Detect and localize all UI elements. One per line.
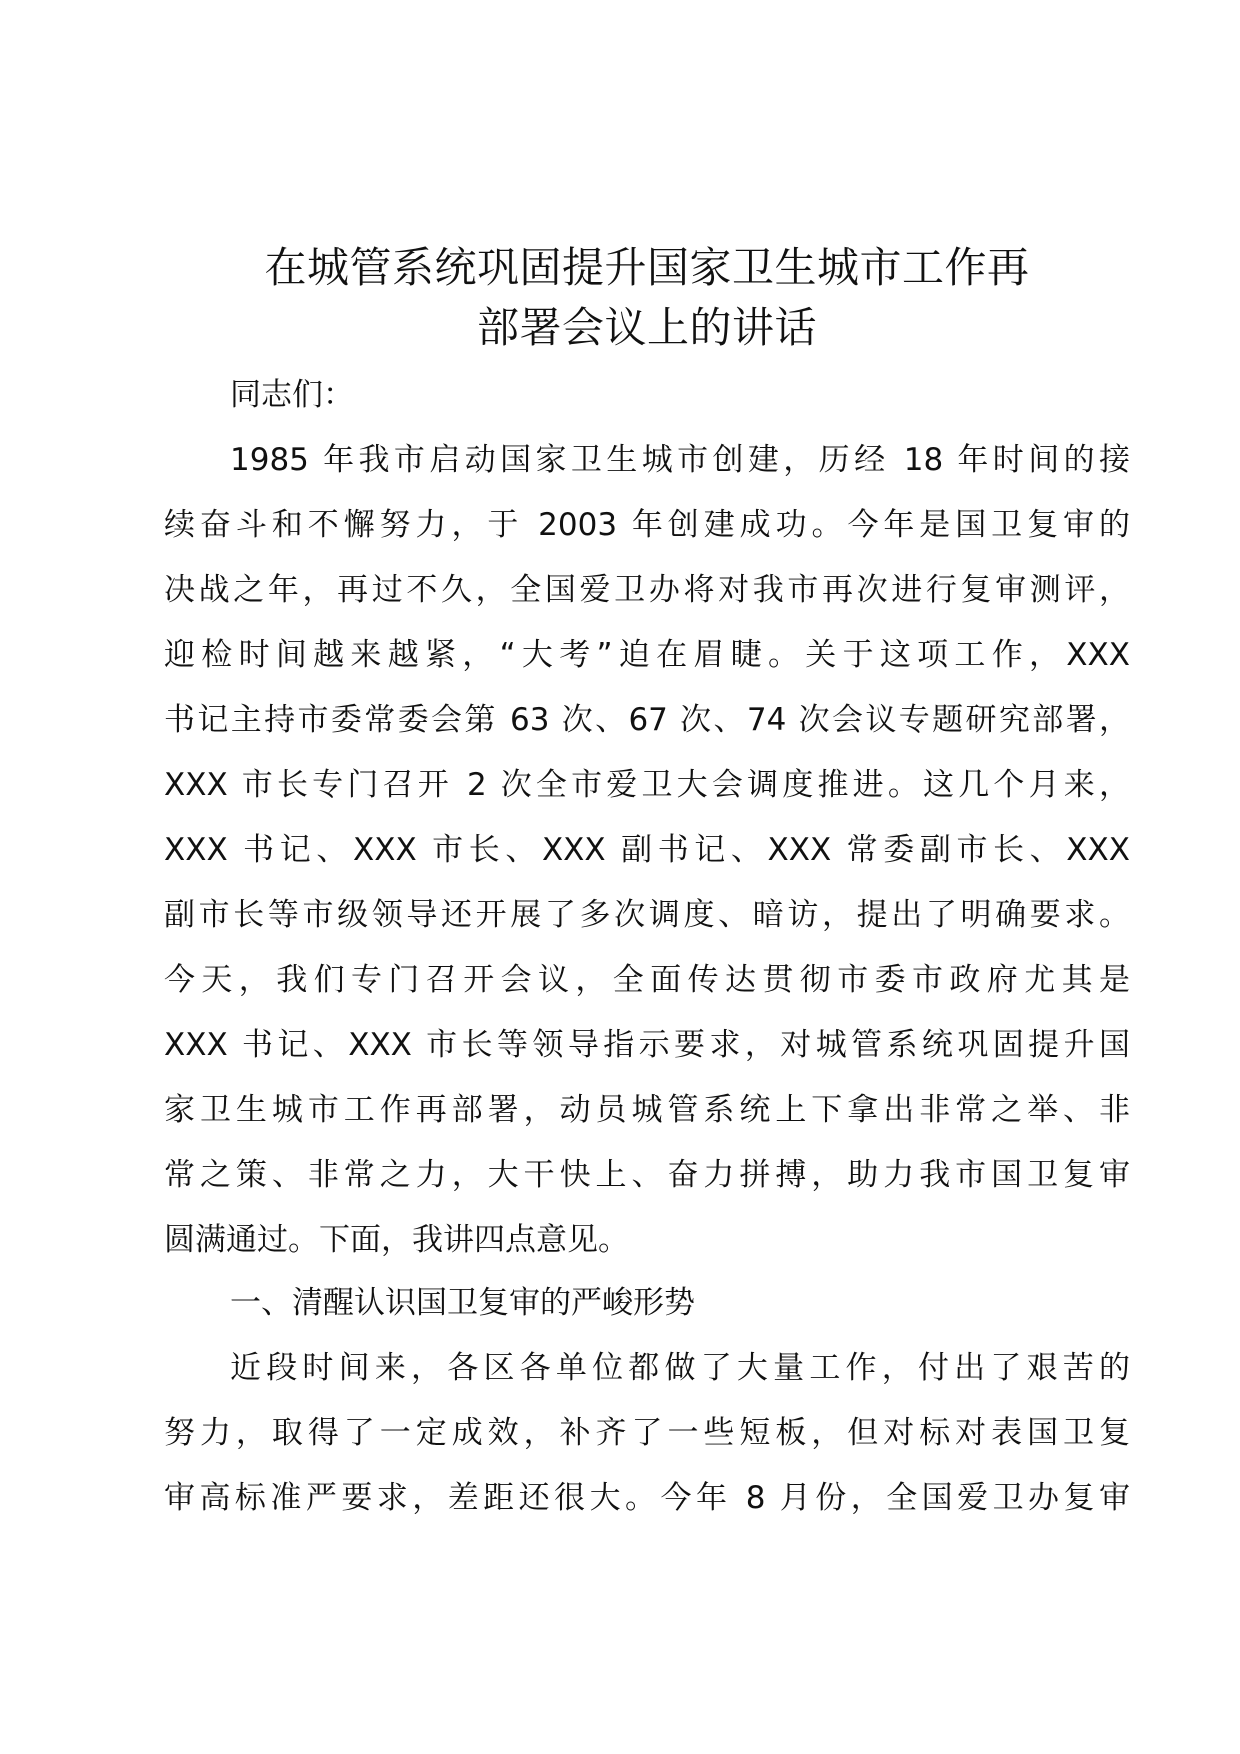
- title-line-1: 在城管系统巩固提升国家卫生城市工作再: [264, 243, 1030, 292]
- paragraph-2-line-2: 努力，取得了一定成效，补齐了一些短板，但对标对表国卫复: [164, 1415, 1130, 1451]
- paragraph-1-line-9: 今天，我们专门召开会议，全面传达贯彻市委市政府尤其是: [164, 962, 1130, 998]
- document-title: [164, 238, 1130, 358]
- paragraph-1-line-4: 迎检时间越来越紧，“大考”迫在眉睫。关于这项工作，XXX: [164, 637, 1130, 673]
- paragraph-2-line-3: 审高标准严要求，差距还很大。今年 8 月份，全国爱卫办复审: [164, 1480, 1130, 1516]
- paragraph-1-line-8: 副市长等市级领导还开展了多次调度、暗访，提出了明确要求。: [164, 897, 1130, 933]
- paragraph-1-line-13: 圆满通过。下面，我讲四点意见。: [164, 1222, 629, 1258]
- paragraph-1-line-12: 常之策、非常之力，大干快上、奋力拼搏，助力我市国卫复审: [164, 1157, 1130, 1193]
- paragraph-1-line-10: XXX 书记、XXX 市长等领导指示要求，对城管系统巩固提升国: [164, 1027, 1130, 1063]
- paragraph-1-line-5: 书记主持市委常委会第 63 次、67 次、74 次会议专题研究部署，: [164, 702, 1130, 738]
- paragraph-1-line-7: XXX 书记、XXX 市长、XXX 副书记、XXX 常委副市长、XXX: [164, 832, 1130, 868]
- paragraph-2-line-1: 近段时间来，各区各单位都做了大量工作，付出了艰苦的: [230, 1350, 1130, 1386]
- paragraph-1-line-3: 决战之年，再过不久，全国爱卫办将对我市再次进行复审测评，: [164, 572, 1130, 608]
- paragraph-1-line-1: 1985 年我市启动国家卫生城市创建，历经 18 年时间的接: [230, 442, 1130, 478]
- paragraph-1-line-11: 家卫生城市工作再部署，动员城管系统上下拿出非常之举、非: [164, 1092, 1130, 1128]
- title-line-2: 部署会议上的讲话: [476, 303, 817, 352]
- salutation: 同志们：: [230, 377, 354, 413]
- section-1-heading: 一、清醒认识国卫复审的严峻形势: [230, 1285, 695, 1321]
- paragraph-1-line-2: 续奋斗和不懈努力，于 2003 年创建成功。今年是国卫复审的: [164, 507, 1130, 543]
- paragraph-1-line-6: XXX 市长专门召开 2 次全市爱卫大会调度推进。这几个月来，: [164, 767, 1130, 803]
